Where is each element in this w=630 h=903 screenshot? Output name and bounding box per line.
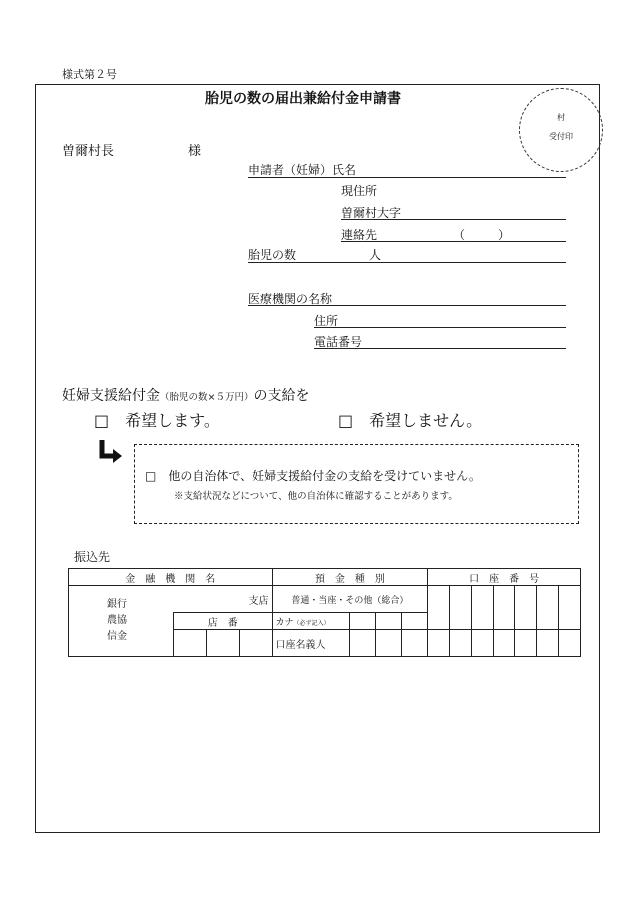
- medical-address-label: 住所: [314, 314, 339, 328]
- branch-suffix: 支店: [248, 595, 269, 607]
- account-digit-7[interactable]: [559, 586, 581, 630]
- account-digit-1[interactable]: [428, 586, 450, 630]
- fetus-count-line[interactable]: [248, 262, 566, 263]
- holder-box-7[interactable]: [493, 630, 515, 657]
- contact-label: 連絡先: [341, 228, 378, 242]
- holder-box-9[interactable]: [537, 630, 559, 657]
- support-tail: の支給を: [253, 388, 310, 404]
- option-want-checkbox[interactable]: □ 希望します。: [94, 411, 220, 430]
- account-holder-label: 口座名義人: [272, 630, 350, 657]
- account-digit-6[interactable]: [537, 586, 559, 630]
- store-number-digit-1[interactable]: [173, 630, 206, 657]
- store-number-digit-2[interactable]: [207, 630, 240, 657]
- kana-required-note: （必ず記入）: [293, 619, 330, 627]
- support-request-sentence: [62, 385, 309, 405]
- contact-line[interactable]: [341, 241, 566, 242]
- kana-box-2[interactable]: [376, 613, 402, 630]
- store-number-digit-3[interactable]: [240, 630, 272, 657]
- branch-cell[interactable]: [173, 586, 272, 613]
- addressee-honorific: 様: [188, 144, 202, 159]
- institution-type-cell[interactable]: [69, 586, 174, 657]
- inst-type-bank: 銀行: [107, 599, 127, 610]
- bank-account-table: [68, 568, 581, 657]
- fetus-count-label: 胎児の数: [248, 248, 297, 262]
- contact-paren-close: ）: [498, 228, 511, 242]
- holder-box-1[interactable]: [350, 630, 376, 657]
- kana-label: カナ: [275, 617, 294, 628]
- applicant-name-label: 申請者（妊婦）氏名: [248, 163, 357, 177]
- holder-box-6[interactable]: [471, 630, 493, 657]
- address-prefix: 曽爾村大字: [341, 206, 402, 220]
- arrow-down-right-icon: [96, 438, 126, 468]
- page-title: 胎児の数の届出兼給付金申請書: [205, 91, 401, 107]
- holder-box-3[interactable]: [402, 630, 428, 657]
- address-line[interactable]: [341, 219, 566, 220]
- support-lead: 妊婦支援給付金: [62, 388, 160, 404]
- form-number-label: 様式第２号: [62, 68, 117, 81]
- stamp-reception-label: 受付印: [549, 132, 573, 141]
- header-account-number: 口 座 番 号: [428, 569, 581, 586]
- header-deposit-type: 預 金 種 別: [272, 569, 428, 586]
- option-not-want-checkbox[interactable]: □ 希望しません。: [338, 411, 483, 430]
- deposit-type-options[interactable]: 普通・当座・その他（総合）: [272, 586, 428, 613]
- other-municipality-checkbox[interactable]: □ 他の自治体で、妊婦支援給付金の支給を受けていません。: [145, 469, 481, 483]
- confirmation-note: ※支給状況などについて、他の自治体に確認することがあります。: [174, 491, 458, 502]
- kana-label-cell: [272, 613, 350, 630]
- stamp-village-label: 村: [557, 113, 565, 122]
- account-digit-2[interactable]: [450, 586, 472, 630]
- inst-type-ja: 農協: [107, 615, 127, 626]
- header-institution: 金 融 機 関 名: [69, 569, 273, 586]
- kana-box-3[interactable]: [402, 613, 428, 630]
- fetus-count-unit: 人: [369, 248, 382, 262]
- holder-box-8[interactable]: [515, 630, 537, 657]
- bank-section-label: 振込先: [74, 550, 111, 564]
- medical-address-line[interactable]: [314, 327, 566, 328]
- address-label: 現住所: [341, 184, 378, 198]
- medical-institution-label: 医療機関の名称: [248, 292, 333, 306]
- holder-box-2[interactable]: [376, 630, 402, 657]
- holder-box-10[interactable]: [559, 630, 581, 657]
- kana-box-1[interactable]: [350, 613, 376, 630]
- holder-box-4[interactable]: [428, 630, 450, 657]
- store-number-label: 店 番: [173, 613, 272, 630]
- medical-phone-label: 電話番号: [314, 335, 363, 349]
- other-municipality-note-box: [134, 444, 579, 524]
- contact-paren-open: （: [453, 228, 466, 242]
- account-digit-3[interactable]: [471, 586, 493, 630]
- addressee-name: 曽爾村長: [62, 144, 115, 159]
- support-amount-note: （胎児の数×５万円）: [160, 392, 254, 403]
- medical-phone-line[interactable]: [314, 348, 566, 349]
- inst-type-shinkin: 信金: [107, 631, 127, 642]
- account-digit-4[interactable]: [493, 586, 515, 630]
- holder-box-5[interactable]: [450, 630, 472, 657]
- medical-institution-line[interactable]: [248, 305, 566, 306]
- reception-stamp-area: [519, 88, 603, 172]
- account-digit-5[interactable]: [515, 586, 537, 630]
- applicant-name-line[interactable]: [248, 177, 566, 178]
